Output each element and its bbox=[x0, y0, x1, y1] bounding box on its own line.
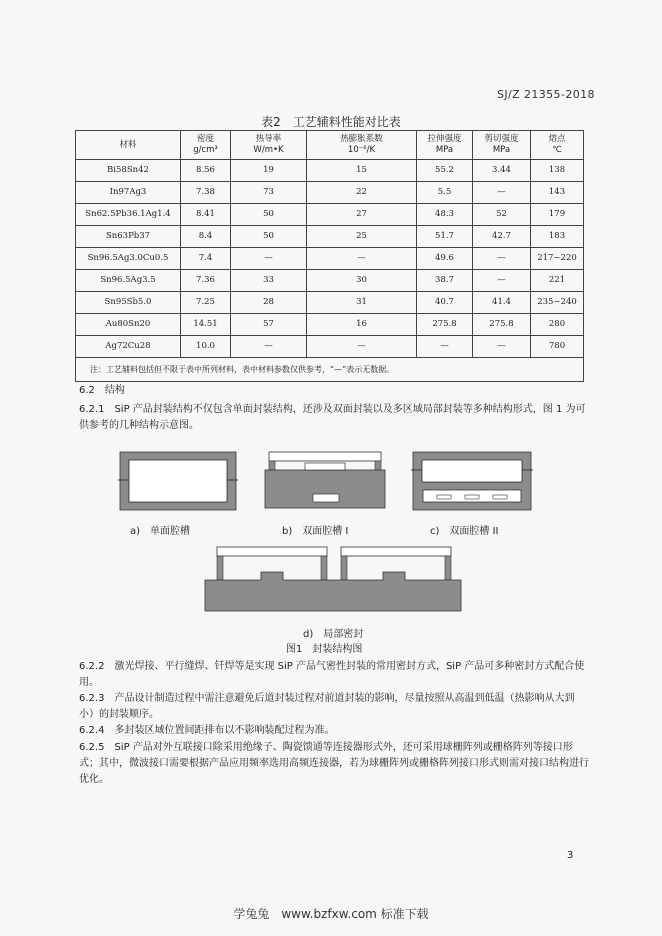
table-header-row bbox=[76, 131, 584, 160]
table-cell: 22 bbox=[307, 182, 417, 204]
table-row bbox=[76, 204, 584, 226]
table-cell: 31 bbox=[307, 292, 417, 314]
table-cell: — bbox=[231, 336, 307, 358]
table-cell: 221 bbox=[531, 270, 584, 292]
table-cell: 179 bbox=[531, 204, 584, 226]
table-cell: 7.25 bbox=[181, 292, 231, 314]
table-cell: — bbox=[307, 248, 417, 270]
table-cell: 3.44 bbox=[473, 160, 531, 182]
table-cell: 41.4 bbox=[473, 292, 531, 314]
paragraph-6-2-3: 6.2.3 产品设计制造过程中需注意避免后道封装过程对前道封装的影响，尽量按照从高温到低温（热影响从大到小）的封装顺序。 bbox=[79, 693, 575, 720]
table-cell: 8.4 bbox=[181, 226, 231, 248]
paragraph-6-2-2: 6.2.2 激光焊接、平行缝焊、钎焊等是实现 SiP 产品气密性封装的常用密封方式，SiP 产品可多种密封方式配合使用。 bbox=[79, 661, 585, 688]
table-row bbox=[76, 248, 584, 270]
figure-title: 图1 封装结构图 bbox=[286, 644, 363, 655]
section-heading: 6.2 结构 bbox=[79, 385, 125, 396]
header-cell: 热导率 W/m•K bbox=[231, 131, 307, 160]
header-cell: 剪切强度 MPa bbox=[473, 131, 531, 160]
table-row bbox=[76, 182, 584, 204]
table-cell: — bbox=[307, 336, 417, 358]
table-cell: 8.56 bbox=[181, 160, 231, 182]
table-cell: 780 bbox=[531, 336, 584, 358]
table-cell: 38.7 bbox=[417, 270, 473, 292]
table-cell: 48.3 bbox=[417, 204, 473, 226]
table-row bbox=[76, 270, 584, 292]
table-cell: 183 bbox=[531, 226, 584, 248]
figure-a-diagram bbox=[118, 450, 238, 512]
table-cell: 52 bbox=[473, 204, 531, 226]
table-row bbox=[76, 292, 584, 314]
table-cell: Au80Sn20 bbox=[76, 314, 181, 336]
figure-d-diagram bbox=[203, 543, 463, 613]
properties-table bbox=[75, 130, 584, 382]
table-cell: 217~220 bbox=[531, 248, 584, 270]
table-cell: Sn63Pb37 bbox=[76, 226, 181, 248]
table-cell: — bbox=[473, 182, 531, 204]
header-cell: 材料 bbox=[76, 131, 181, 160]
table-cell: 28 bbox=[231, 292, 307, 314]
header-cell: 熔点 ℃ bbox=[531, 131, 584, 160]
figure-b-caption: b) 双面腔槽 I bbox=[282, 526, 349, 537]
table-cell: 19 bbox=[231, 160, 307, 182]
table-cell: 50 bbox=[231, 204, 307, 226]
table-cell: 25 bbox=[307, 226, 417, 248]
header-cell: 密度 g/cm³ bbox=[181, 131, 231, 160]
table-note: 注：工艺辅料包括但不限于表中所列材料，表中材料参数仅供参考，“—”表示无数据。 bbox=[76, 358, 584, 382]
figure-b-diagram bbox=[263, 450, 387, 512]
table-cell: Sn62.5Pb36.1Ag1.4 bbox=[76, 204, 181, 226]
table-row bbox=[76, 226, 584, 248]
page-number: 3 bbox=[567, 850, 574, 861]
table-title: 表2 工艺辅料性能对比表 bbox=[261, 115, 401, 129]
figure-c-diagram bbox=[411, 450, 533, 512]
table-cell: Sn96.5Ag3.5 bbox=[76, 270, 181, 292]
table-cell: — bbox=[473, 336, 531, 358]
table-cell: Ag72Cu28 bbox=[76, 336, 181, 358]
table-cell: 51.7 bbox=[417, 226, 473, 248]
figure-d-caption: d) 局部密封 bbox=[303, 629, 364, 640]
footer-watermark[interactable]: 学兔兔 www.bzfxw.com 标准下载 bbox=[233, 907, 429, 921]
table-cell: 7.4 bbox=[181, 248, 231, 270]
table-cell: 55.2 bbox=[417, 160, 473, 182]
table-cell: 275.8 bbox=[417, 314, 473, 336]
table-cell: — bbox=[231, 248, 307, 270]
table-cell: — bbox=[473, 248, 531, 270]
table-cell: 7.38 bbox=[181, 182, 231, 204]
figure-c-caption: c) 双面腔槽 II bbox=[430, 526, 499, 537]
table-cell: 33 bbox=[231, 270, 307, 292]
table-row bbox=[76, 314, 584, 336]
table-cell: 10.0 bbox=[181, 336, 231, 358]
table-row bbox=[76, 160, 584, 182]
table-cell: 280 bbox=[531, 314, 584, 336]
paragraph-6-2-4: 6.2.4 多封装区域位置间距排布以不影响装配过程为准。 bbox=[79, 725, 335, 736]
header-cell: 热膨胀系数 10⁻⁶/K bbox=[307, 131, 417, 160]
paragraph-6-2-1: 6.2.1 SiP 产品封装结构不仅包含单面封装结构，还涉及双面封装以及多区域局部封装等多种结构形式，图 1 为可供参考的几种结构示意图。 bbox=[79, 404, 586, 431]
table-row bbox=[76, 336, 584, 358]
table-cell: 143 bbox=[531, 182, 584, 204]
table-cell: 40.7 bbox=[417, 292, 473, 314]
table-cell: 138 bbox=[531, 160, 584, 182]
table-cell: 49.6 bbox=[417, 248, 473, 270]
table-cell: 235~240 bbox=[531, 292, 584, 314]
table-cell: — bbox=[417, 336, 473, 358]
table-cell: Sn95Sb5.0 bbox=[76, 292, 181, 314]
table-cell: — bbox=[473, 270, 531, 292]
table-cell: 27 bbox=[307, 204, 417, 226]
standard-number: SJ/Z 21355-2018 bbox=[497, 88, 595, 101]
table-cell: In97Ag3 bbox=[76, 182, 181, 204]
table-cell: 275.8 bbox=[473, 314, 531, 336]
table-cell: 42.7 bbox=[473, 226, 531, 248]
figure-a-caption: a) 单面腔槽 bbox=[130, 526, 191, 537]
table-cell: 57 bbox=[231, 314, 307, 336]
table-cell: 14.51 bbox=[181, 314, 231, 336]
table-cell: 8.41 bbox=[181, 204, 231, 226]
table-cell: 73 bbox=[231, 182, 307, 204]
table-cell: Bi58Sn42 bbox=[76, 160, 181, 182]
paragraph-6-2-5: 6.2.5 SiP 产品对外互联接口除采用绝缘子、陶瓷馈通等连接器形式外，还可采用球栅阵列或栅格阵列等接口形式；其中，微波接口需要根据产品应用频率选用高频连接器，若为球栅阵列或栅格阵列接口形式则需对接口结构进行优化。 bbox=[79, 742, 589, 785]
table-cell: Sn96.5Ag3.0Cu0.5 bbox=[76, 248, 181, 270]
table-cell: 30 bbox=[307, 270, 417, 292]
header-cell: 拉伸强度 MPa bbox=[417, 131, 473, 160]
table-cell: 15 bbox=[307, 160, 417, 182]
table-cell: 5.5 bbox=[417, 182, 473, 204]
table-cell: 7.36 bbox=[181, 270, 231, 292]
table-cell: 50 bbox=[231, 226, 307, 248]
table-cell: 16 bbox=[307, 314, 417, 336]
